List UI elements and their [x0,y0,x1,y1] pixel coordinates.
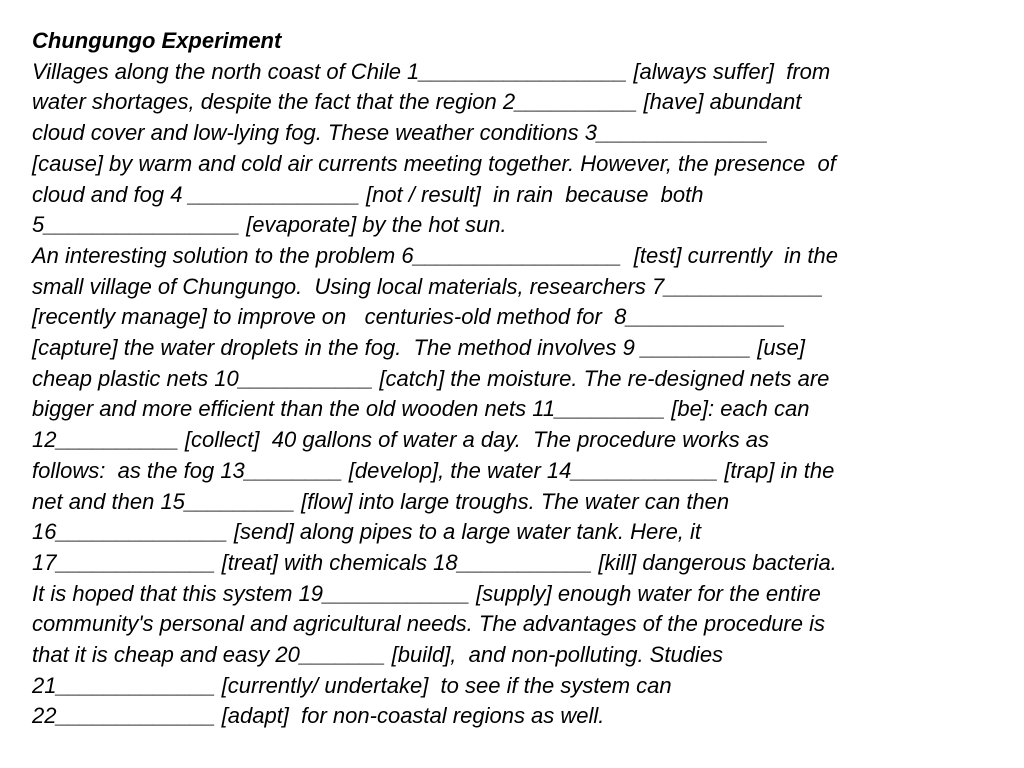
text-line: bigger and more efficient than the old wooden nets 11_________ [be]: each can [32,396,810,422]
text-line: 12__________ [collect] 40 gallons of water a day. The procedure works as [32,427,770,453]
text-line: follows: as the fog 13________ [develop], the water 14____________ [trap] in the [32,457,835,483]
text-line: Villages along the north coast of Chile 1_________________ [always suffer] from [32,58,831,84]
text-line: 17_____________ [treat] with chemicals 18___________ [kill] dangerous bacteria. [32,549,837,575]
text-line: [recently manage] to improve on centuries-old method for 8_____________ [32,304,786,330]
text-line: community's personal and agricultural needs. The advantages of the procedure is [32,611,825,637]
text-line: 5________________ [evaporate] by the hot sun. [32,212,507,238]
text-line: 16______________ [send] along pipes to a large water tank. Here, it [32,519,702,545]
text-line: 22_____________ [adapt] for non-coastal regions as well. [32,703,605,729]
worksheet-document [32,26,992,732]
text-line: 21_____________ [currently/ undertake] to see if the system can [32,672,672,698]
document-title: Chungungo Experiment [32,28,282,53]
text-line: small village of Chungungo. Using local materials, researchers 7_____________ [32,273,824,299]
text-line: cloud and fog 4 ______________ [not / result] in rain because both [32,181,704,207]
text-line: cheap plastic nets 10___________ [catch] the moisture. The re-designed nets are [32,365,830,391]
text-line: [capture] the water droplets in the fog. The method involves 9 _________ [use] [32,335,805,361]
text-line: It is hoped that this system 19____________ [supply] enough water for the entire [32,580,821,606]
text-line: An interesting solution to the problem 6_________________ [test] currently in the [32,242,838,268]
text-line: [cause] by warm and cold air currents meeting together. However, the presence of [32,150,836,176]
text-line: net and then 15_________ [flow] into large troughs. The water can then [32,488,730,514]
text-line: water shortages, despite the fact that the region 2__________ [have] abundant [32,89,802,115]
text-line: that it is cheap and easy 20_______ [build], and non-polluting. Studies [32,642,724,668]
text-line: cloud cover and low-lying fog. These weather conditions 3______________ [32,120,769,146]
